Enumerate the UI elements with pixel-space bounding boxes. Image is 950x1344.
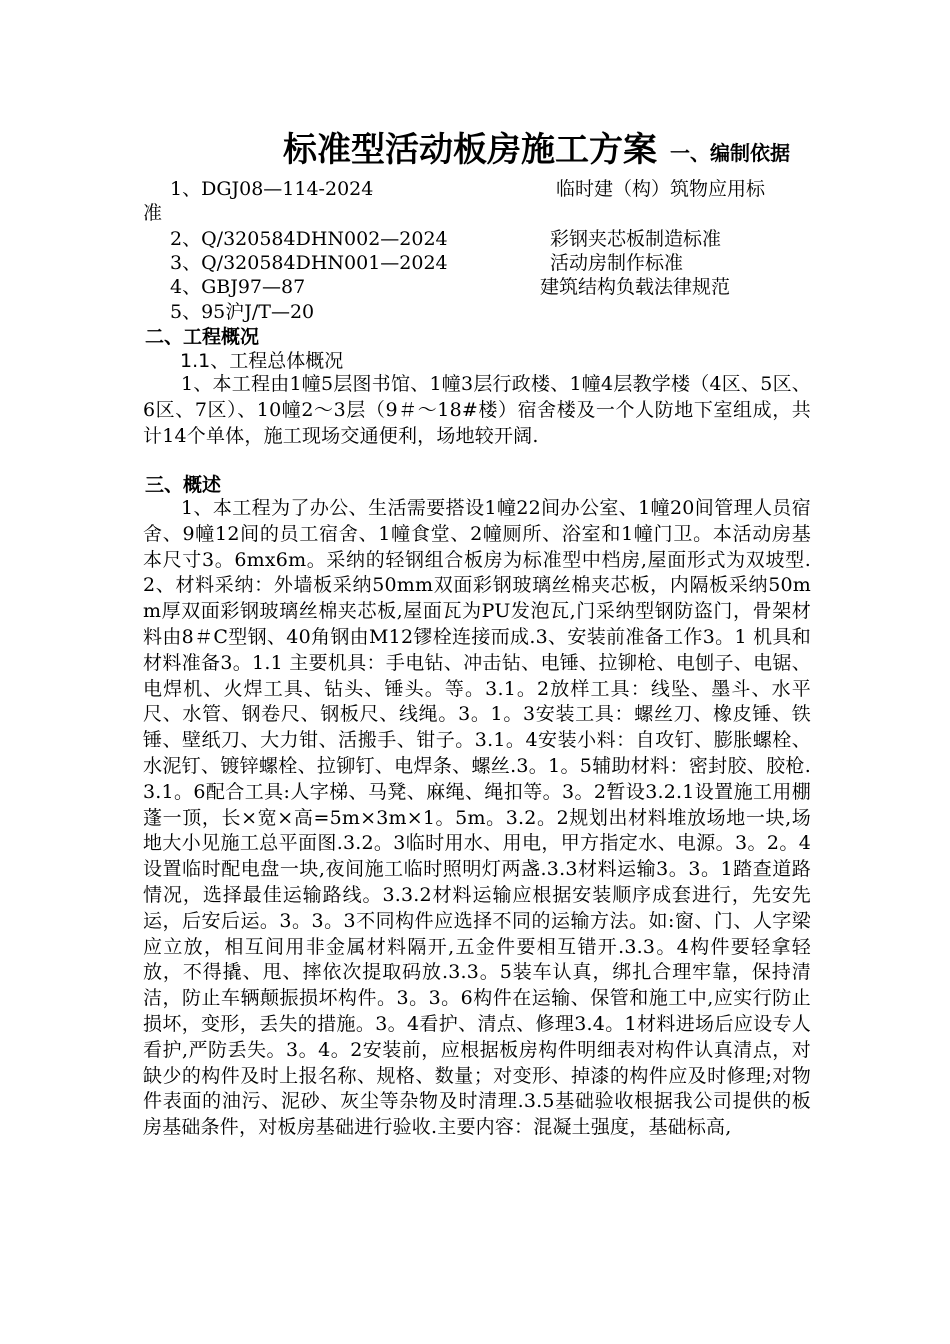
reference-name: 彩钢夹芯板制造标准 xyxy=(550,228,722,250)
title-line xyxy=(0,128,950,172)
reference-code: 2、Q/320584DHN002—2024 xyxy=(170,228,448,250)
reference-item xyxy=(0,299,950,325)
reference-name: 活动房制作标准 xyxy=(550,252,684,274)
reference-item xyxy=(0,274,950,300)
section2-subheading: 1.1、工程总体概况 xyxy=(180,350,344,372)
section2-heading: 二、工程概况 xyxy=(145,326,260,348)
reference-item xyxy=(0,250,950,276)
section1-heading: 一、编制依据 xyxy=(670,141,790,165)
document-title: 标准型活动板房施工方案 xyxy=(283,130,657,170)
section2-paragraph: 1、本工程由1幢5层图书馆、1幢3层行政楼、1幢4层教学楼（4区、5区、6区、7区）、10幢2～3层（9＃～18#楼）宿舍楼及一个人防地下室组成，共计14个单体，施工现场交通便利，场地较开阔. xyxy=(143,373,811,447)
section3-heading: 三、概述 xyxy=(145,474,222,496)
reference-code: 4、GBJ97—87 xyxy=(170,276,306,298)
reference-item xyxy=(0,176,950,202)
reference-code: 3、Q/320584DHN001—2024 xyxy=(170,252,448,274)
reference-item xyxy=(0,226,950,252)
reference-name: 建筑结构负载法律规范 xyxy=(540,276,731,298)
section3-paragraph: 1、本工程为了办公、生活需要搭设1幢22间办公室、1幢20间管理人员宿舍、9幢12间的员工宿舍、1幢食堂、2幢厕所、浴室和1幢门卫。本活动房基本尺寸3。6mx6m。采纳的轻钢组合板房为标准型中档房,屋面形式为双坡型.2、材料采纳：外墙板采纳50mm双面彩钢玻璃丝棉夹芯板，内隔板采纳50mm厚双面彩钢玻璃丝棉夹芯板,屋面瓦为PU发泡瓦,门采纳型钢防盗门，骨架材料由8＃C型钢、40角钢由M12镠栓连接而成.3、安装前准备工作3。1 机具和材料准备3。1.1 主要机具：手电钻、冲击钻、电锤、拉铆枪、电刨子、电锯、电焊机、火焊工具、钻头、锤头。等。3.1。2放样工具：线坠、墨斗、水平尺、水管、钢卷尺、钢板尺、线绳。3。1。3安装工具：螺丝刀、橡皮锤、铁锤、壁纸刀、大力钳、活搬手、钳子。3.1。4安装小料：自攻钉、膨胀螺栓、水泥钉、镀锌螺栓、拉铆钉、电焊条、螺丝.3。1。5辅助材料：密封胶、胶枪.3.1。6配合工具:人字梯、马凳、麻绳、绳扣等。3。2暂设3.2.1设置施工用棚蓬一顶，长×宽×高=5m×3m×1。5m。3.2。2规划出材料堆放场地一块,场地大小见施工总平面图.3.2。3临时用水、用电，甲方指定水、电源。3。2。4设置临时配电盘一块,夜间施工临时照明灯两盏.3.3材料运输3。3。1踏查道路情况，选择最佳运输路线。3.3.2材料运输应根据安装顺序成套进行，先安先运，后安后运。3。3。3不同构件应选择不同的运输方法。如:窗、门、人字梁应立放，相互间用非金属材料隔开,五金件要相互错开.3.3。4构件要轻拿轻放，不得撬、甩、摔依次提取码放.3.3。5装车认真，绑扎合理牢靠，保持清洁，防止车辆颠振损坏构件。3。3。6构件在运输、保管和施工中,应实行防止损坏，变形，丢失的措施。3。4看护、清点、修理3.4。1材料进场后应设专人看护,严防丢失。3。4。2安装前，应根据板房构件明细表对构件认真清点，对缺少的构件及时上报名称、规格、数量；对变形、掉漆的构件应及时修理;对物件表面的油污、泥砂、灰尘等杂物及时清理.3.5基础验收根据我公司提供的板房基础条件，对板房基础进行验收.主要内容：混凝土强度，基础标高, xyxy=(143,497,811,1139)
reference-name-wrap: 准 xyxy=(143,202,163,224)
reference-code: 1、DGJ08—114-2024 xyxy=(170,178,374,200)
reference-name: 临时建（构）筑物应用标 xyxy=(556,178,766,200)
reference-code: 5、95沪J/T—20 xyxy=(170,301,315,323)
